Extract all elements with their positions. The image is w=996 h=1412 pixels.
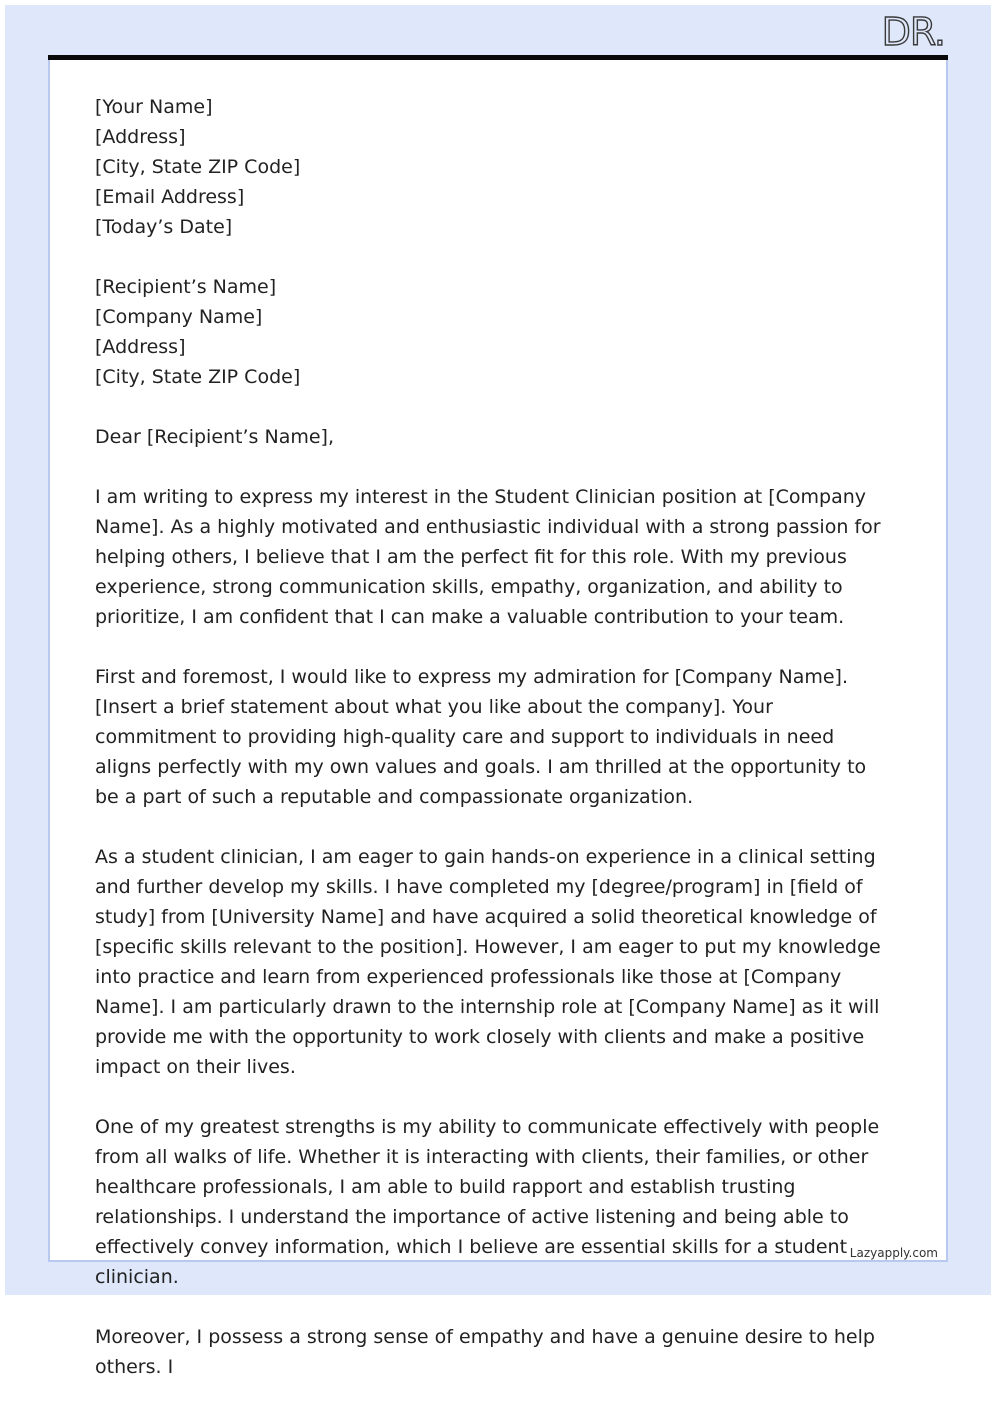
recipient-address: [Address] [95, 336, 186, 358]
paragraph-intro: I am writing to express my interest in the Student Clinician position at [Company Name]. As a highly motivated and enthusiastic individual with a strong passion for helping others, I believe that I am the perfect fit for this role. With my previous experience, strong communication skills, empathy, organization, and ability to prioritize, I am confident that I can make a valuable contribution to your team. [95, 486, 881, 628]
recipient-block [95, 272, 895, 392]
sender-city-state-zip: [City, State ZIP Code] [95, 156, 301, 178]
recipient-company: [Company Name] [95, 306, 263, 328]
paragraph-communication: One of my greatest strengths is my ability to communicate effectively with people from all walks of life. Whether it is interacting with clients, their families, or other healthcare professionals, I am able to build rapport and establish trusting relationships. I understand the importance of active listening and being able to effectively convey information, which I believe are essential skills for a student clinician. [95, 1116, 880, 1288]
sender-email: [Email Address] [95, 186, 245, 208]
footer-credit[interactable]: Lazyapply.com [849, 1246, 938, 1260]
letter-date: [Today’s Date] [95, 216, 233, 238]
sender-address: [Address] [95, 126, 186, 148]
recipient-city-state-zip: [City, State ZIP Code] [95, 366, 301, 388]
paragraph-empathy: Moreover, I possess a strong sense of empathy and have a genuine desire to help others. I [95, 1326, 875, 1378]
cover-letter [95, 92, 895, 1412]
paragraph-experience: As a student clinician, I am eager to gain hands-on experience in a clinical setting and further develop my skills. I have completed my [degree/program] in [field of study] from [University Name] and have acquired a solid theoretical knowledge of [specific skills relevant to the position]. However, I am eager to put my knowledge into practice and learn from experienced professionals like those at [Company Name]. I am particularly drawn to the internship role at [Company Name] as it will provide me with the opportunity to work closely with clients and make a positive impact on their lives. [95, 846, 881, 1078]
paragraph-admiration: First and foremost, I would like to express my admiration for [Company Name]. [Insert a brief statement about what you like about the company]. Your commitment to providing high-quality care and support to individuals in need aligns perfectly with my own values and goals. I am thrilled at the opportunity to be a part of such a reputable and compassionate organization. [95, 666, 867, 808]
sender-block [95, 92, 895, 242]
greeting: Dear [Recipient’s Name], [95, 426, 334, 448]
sender-name: [Your Name] [95, 96, 213, 118]
logo: DR. [881, 10, 945, 54]
recipient-name: [Recipient’s Name] [95, 276, 277, 298]
